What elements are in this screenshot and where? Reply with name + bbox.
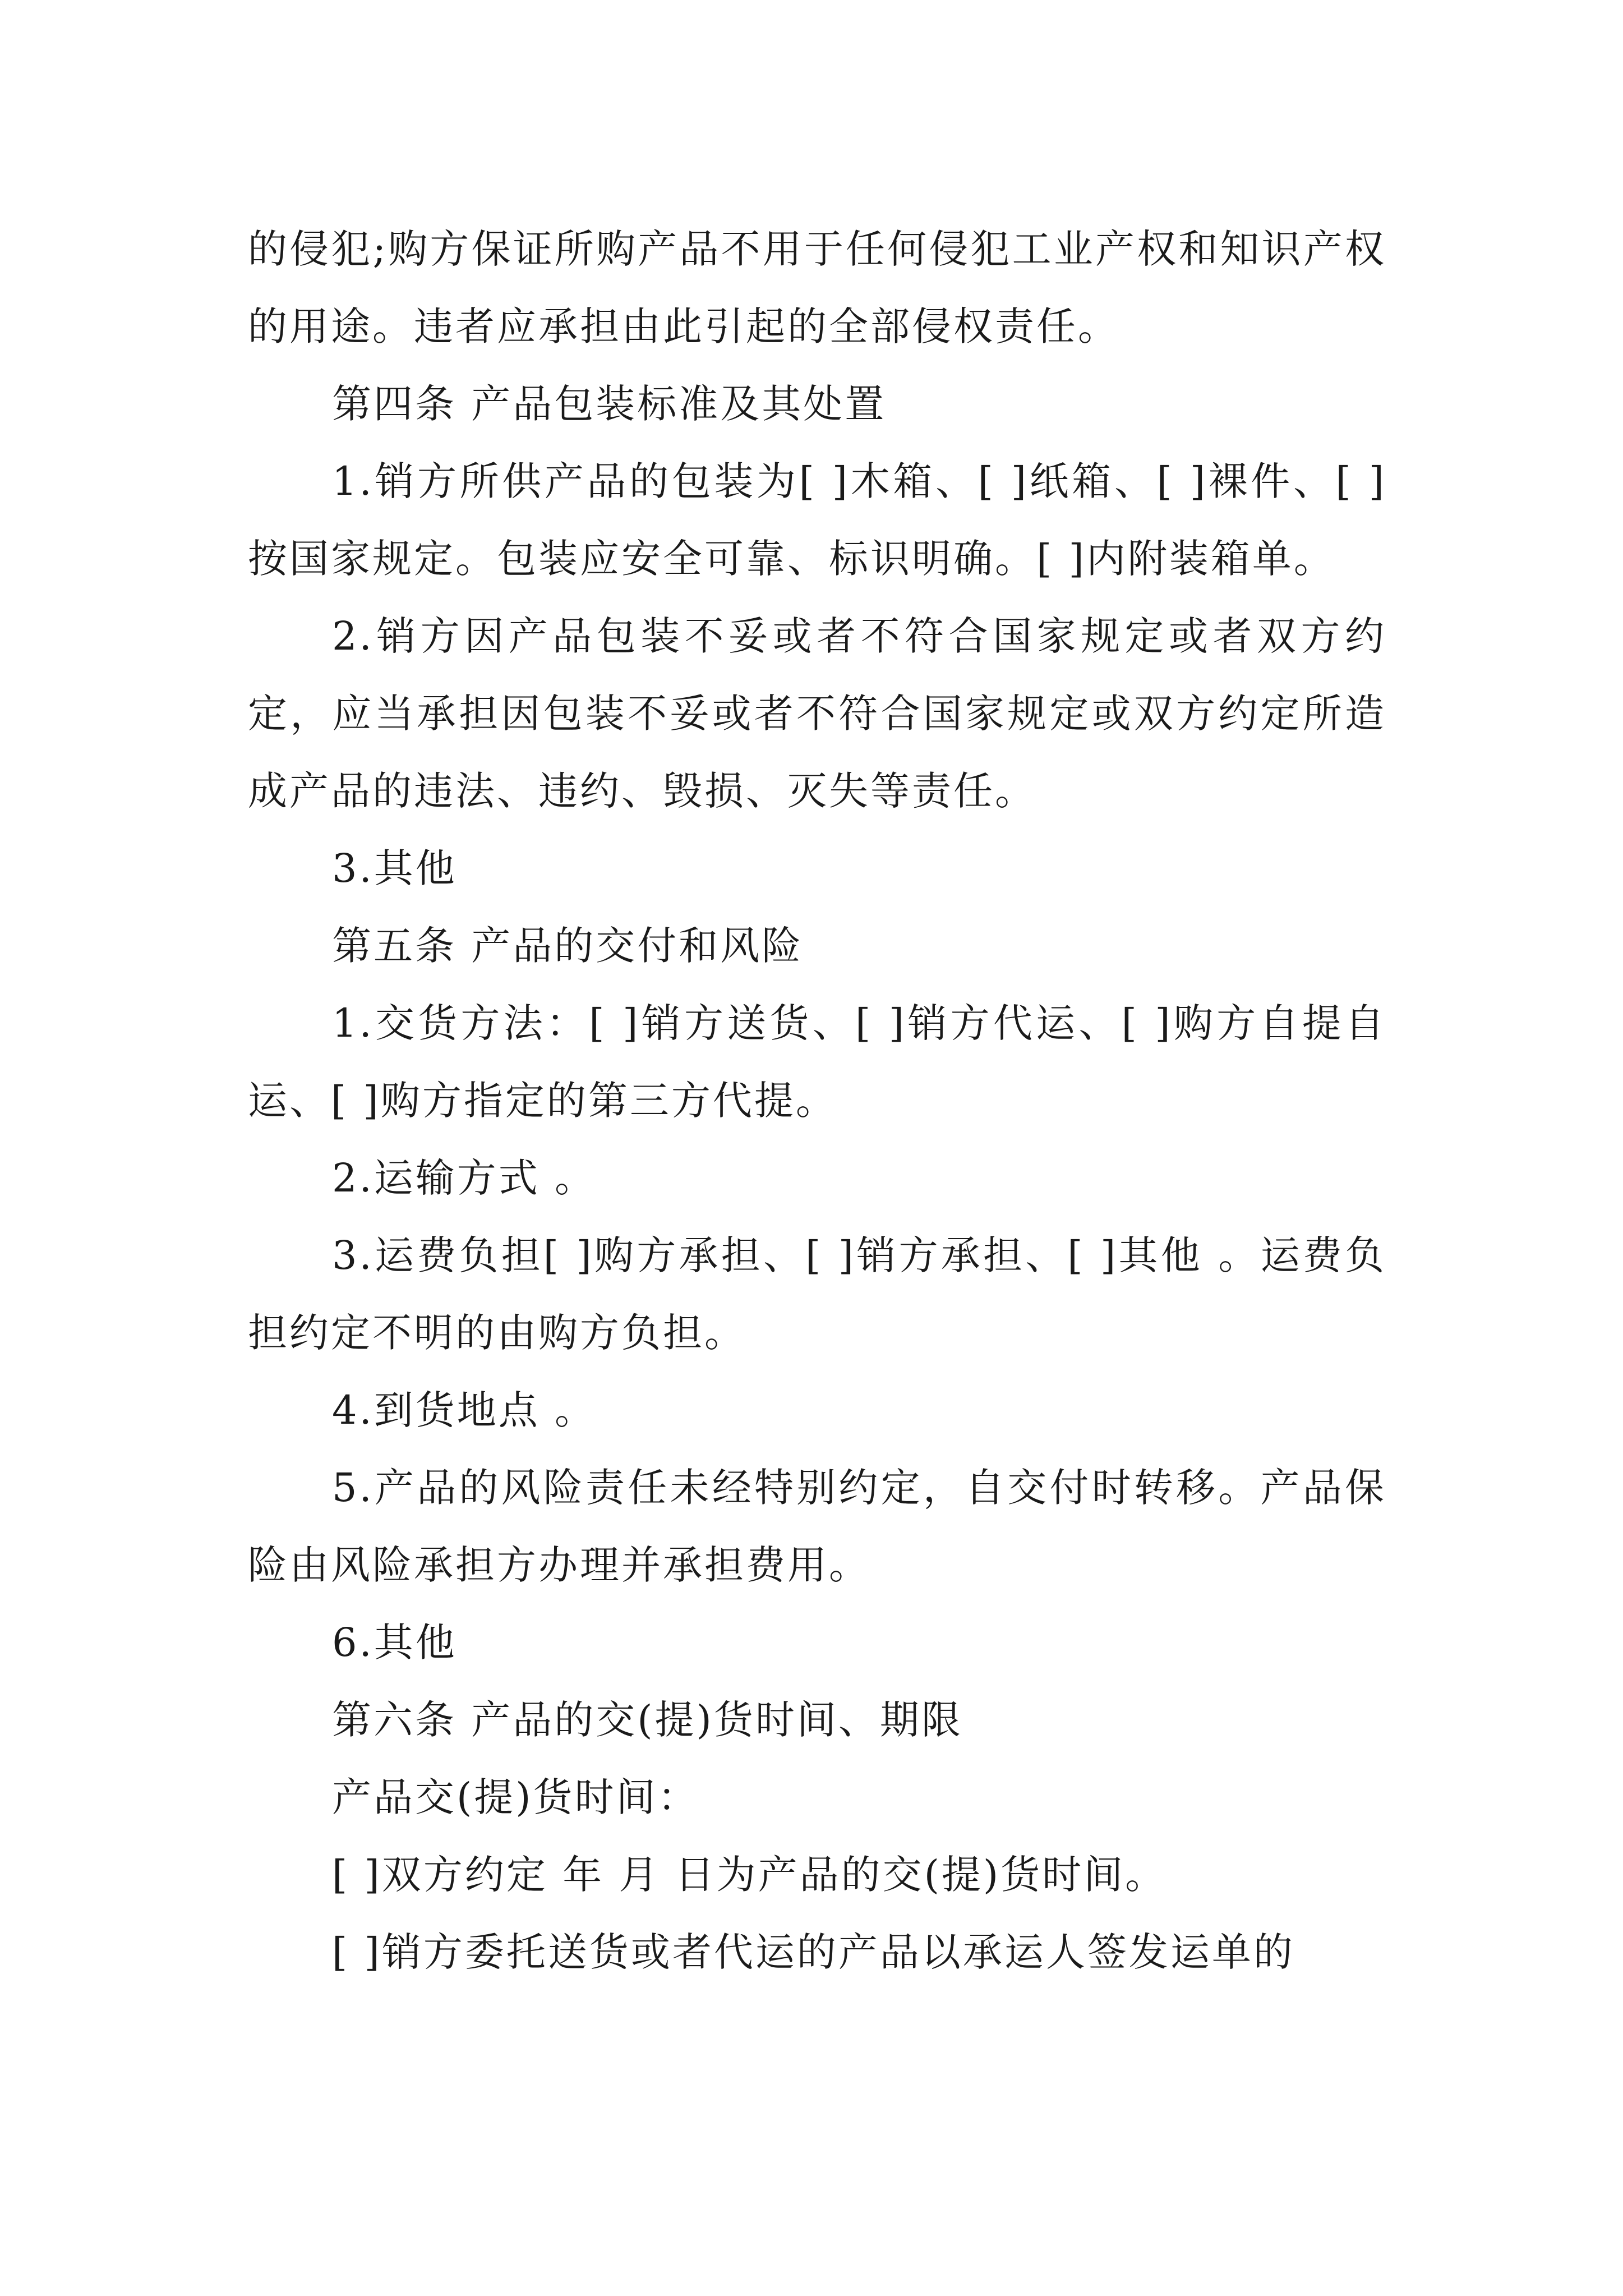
article-6-heading: 第六条 产品的交(提)货时间、期限 xyxy=(332,1697,963,1743)
article-5-heading: 第五条 产品的交付和风险 xyxy=(332,923,804,969)
document-body xyxy=(248,210,1386,1991)
paragraph-15: [ ]双方约定 年 月 日为产品的交(提)货时间。 xyxy=(332,1852,1167,1898)
paragraph-9: 3.运费负担[ ]购方承担、[ ]销方承担、[ ]其他 。运费负担约定不明的由购方负担。 xyxy=(248,1232,1386,1356)
paragraph-7: 1.交货方法：[ ]销方送货、[ ]销方代运、[ ]购方自提自运、[ ]购方指定的第三方代提。 xyxy=(248,1000,1386,1124)
paragraph-4: 2.销方因产品包装不妥或者不符合国家规定或者双方约定，应当承担因包装不妥或者不符合国家规定或双方约定所造成产品的违法、违约、毁损、灭失等责任。 xyxy=(248,613,1386,814)
paragraph-10: 4.到货地点 。 xyxy=(332,1387,597,1433)
paragraph-3: 1.销方所供产品的包装为[ ]木箱、[ ]纸箱、[ ]裸件、[ ]按国家规定。包装应安全可靠、标识明确。[ ]内附装箱单。 xyxy=(248,458,1386,582)
paragraph-14: 产品交(提)货时间： xyxy=(332,1774,699,1820)
paragraph-12: 6.其他 xyxy=(332,1619,457,1665)
paragraph-8: 2.运输方式 。 xyxy=(332,1155,597,1201)
article-4-heading: 第四条 产品包装标准及其处置 xyxy=(332,381,887,427)
paragraph-5: 3.其他 xyxy=(332,845,457,891)
paragraph-16: [ ]销方委托送货或者代运的产品以承运人签发运单的 xyxy=(332,1929,1295,1975)
paragraph-11: 5.产品的风险责任未经特别约定，自交付时转移。产品保险由风险承担方办理并承担费用。 xyxy=(248,1465,1386,1588)
paragraph-1: 的侵犯;购方保证所购产品不用于任何侵犯工业产权和知识产权的用途。违者应承担由此引起的全部侵权责任。 xyxy=(248,226,1386,349)
